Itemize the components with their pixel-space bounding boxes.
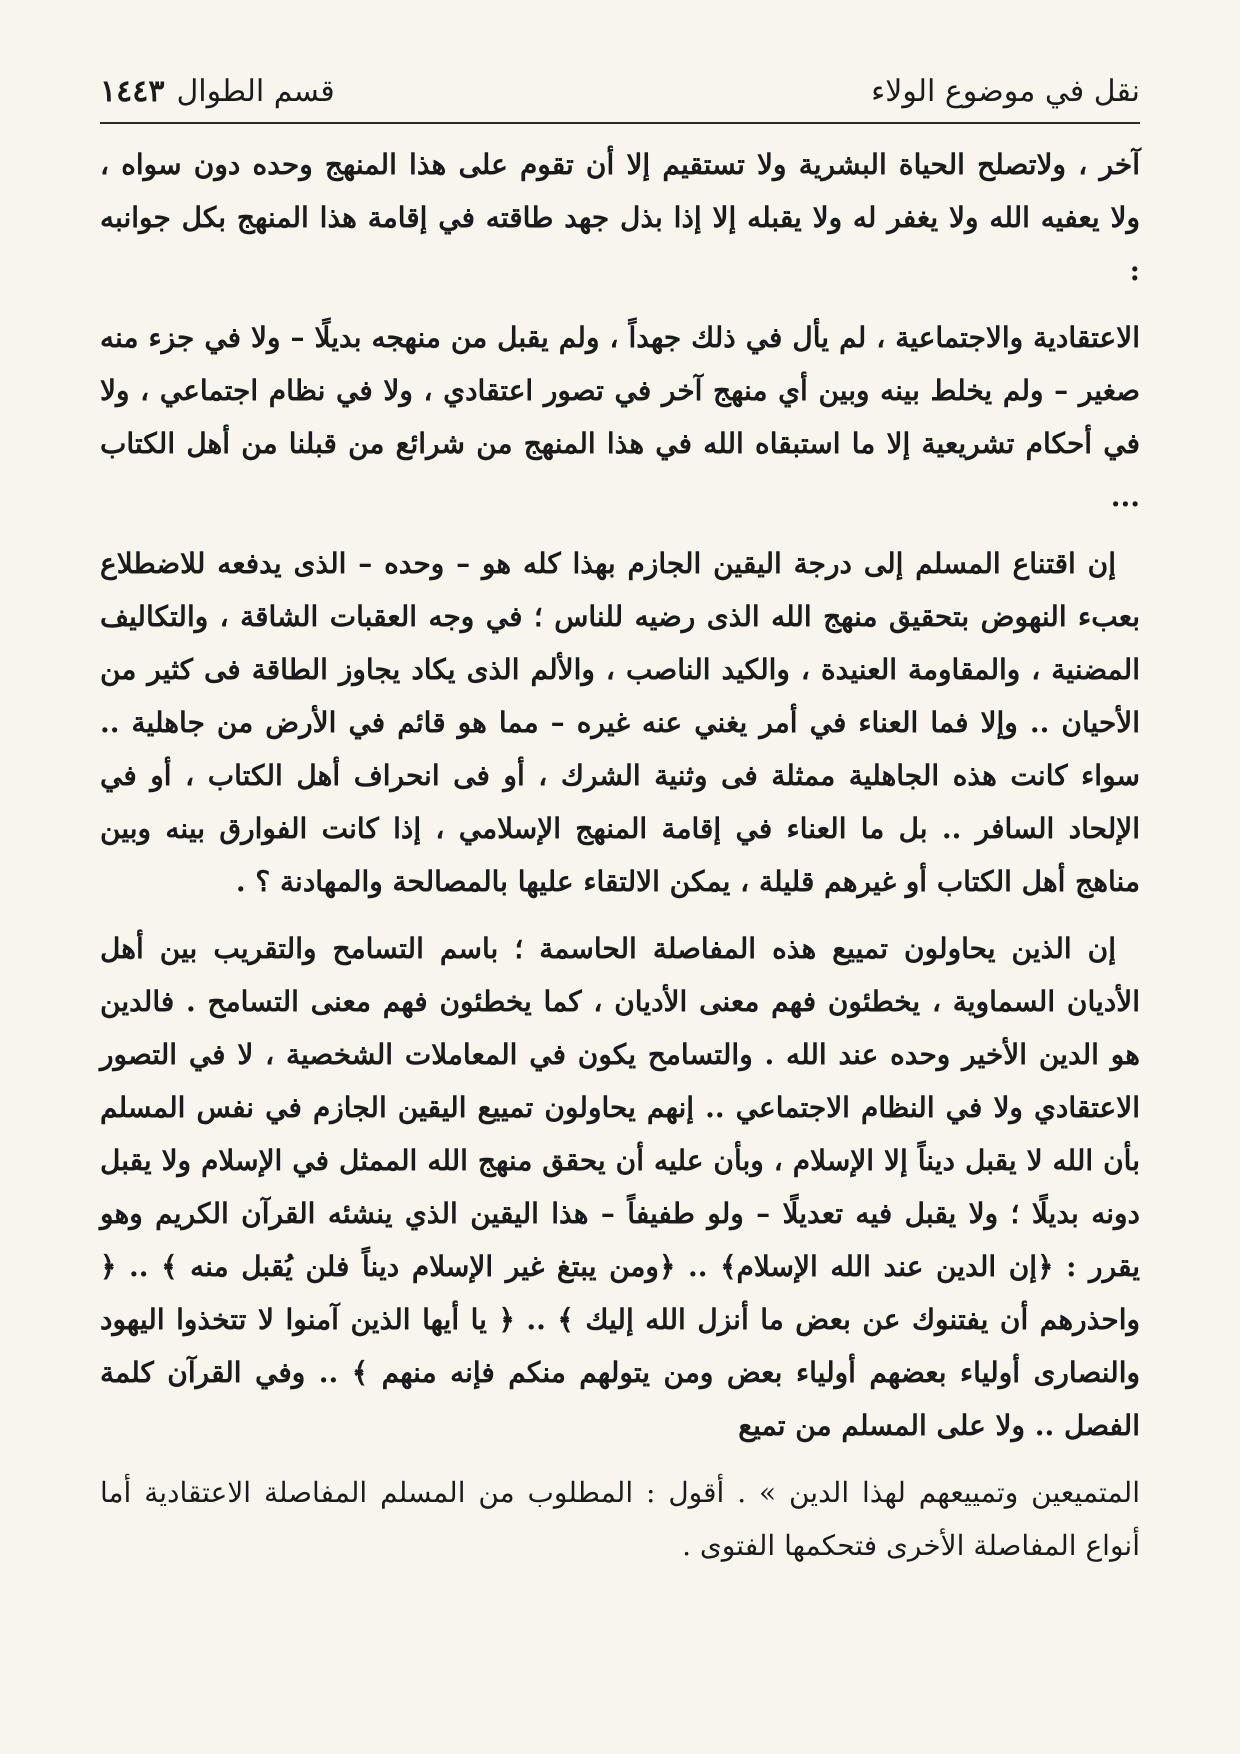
paragraph-2: الاعتقادية والاجتماعية ، لم يأل في ذلك جهداً ، ولم يقبل من منهجه بديلًا – ولا في جزء منه صغير – ولم يخلط بينه وبين أي منهج آخر في تصور اعتقادي ، ولا في نظام اجتماعي ، ولا في أحكام تشريعية إلا ما استبقاه الله في هذا المنهج من شرائع من قبلنا من أهل الكتاب ... bbox=[100, 321, 1140, 513]
running-head bbox=[100, 66, 1140, 124]
book-page bbox=[100, 66, 1140, 1706]
chapter-title: نقل في موضوع الولاء bbox=[871, 74, 1140, 109]
paragraph-1: آخر ، ولاتصلح الحياة البشرية ولا تستقيم إلا أن تقوم على هذا المنهج وحده دون سواه ، ولا يعفيه الله ولا يغفر له ولا يقبله إلا إذا بذل جهد طاقته في إقامة هذا المنهج بكل جوانبه : bbox=[100, 148, 1140, 287]
section-name: قسم الطوال bbox=[176, 74, 335, 109]
page-number: ١٤٤٣ bbox=[100, 74, 165, 109]
paragraph-4: إن الذين يحاولون تمييع هذه المفاصلة الحاسمة ؛ باسم التسامح والتقريب بين أهل الأديان السماوية ، يخطئون فهم معنى الأديان ، كما يخطئون فهم معنى التسامح . فالدين هو الدين الأخير وحده عند الله . والتسامح يكون في المعاملات الشخصية ، لا في التصور الاعتقادي ولا في النظام الاجتماعي .. إنهم يحاولون تمييع اليقين الجازم في نفس المسلم بأن الله لا يقبل ديناً إلا الإسلام ، وبأن عليه أن يحقق منهج الله الممثل في الإسلام ولا يقبل دونه بديلًا ؛ ولا يقبل فيه تعديلًا – ولو طفيفاً – هذا اليقين الذي ينشئه القرآن الكريم وهو يقرر : ﴿إن الدين عند الله الإسلام﴾ .. ﴿ومن يبتغ غير الإسلام ديناً فلن يُقبل منه ﴾ .. ﴿ واحذرهم أن يفتنوك عن بعض ما أنزل الله إليك ﴾ .. ﴿ يا أيها الذين آمنوا لا تتخذوا اليهود والنصارى أولياء بعضهم أولياء بعض ومن يتولهم منكم فإنه منهم ﴾ .. وفي القرآن كلمة الفصل .. ولا على المسلم من تميع bbox=[100, 932, 1141, 1442]
section-heading bbox=[100, 74, 335, 109]
paragraph-3: إن اقتناع المسلم إلى درجة اليقين الجازم بهذا كله هو – وحده – الذى يدفعه للاضطلاع بعبء النهوض بتحقيق منهج الله الذى رضيه للناس ؛ في وجه العقبات الشاقة ، والتكاليف المضنية ، والمقاومة العنيدة ، والكيد الناصب ، والألم الذى يكاد يجاوز الطاقة فى كثير من الأحيان .. وإلا فما العناء في أمر يغني عنه غيره – مما هو قائم في الأرض من جاهلية .. سواء كانت هذه الجاهلية ممثلة فى وثنية الشرك ، أو فى انحراف أهل الكتاب ، أو في الإلحاد السافر .. بل ما العناء في إقامة المنهج الإسلامي ، إذا كانت الفوارق بينه وبين مناهج أهل الكتاب أو غيرهم قليلة ، يمكن الالتقاء عليها بالمصالحة والمهادنة ؟ . bbox=[100, 547, 1141, 898]
body-text bbox=[100, 138, 1140, 1572]
closing-note: المتميعين وتمييعهم لهذا الدين » . أقول : المطلوب من المسلم المفاصلة الاعتقادية أما أنواع المفاصلة الأخرى فتحكمها الفتوى . bbox=[100, 1476, 1140, 1562]
